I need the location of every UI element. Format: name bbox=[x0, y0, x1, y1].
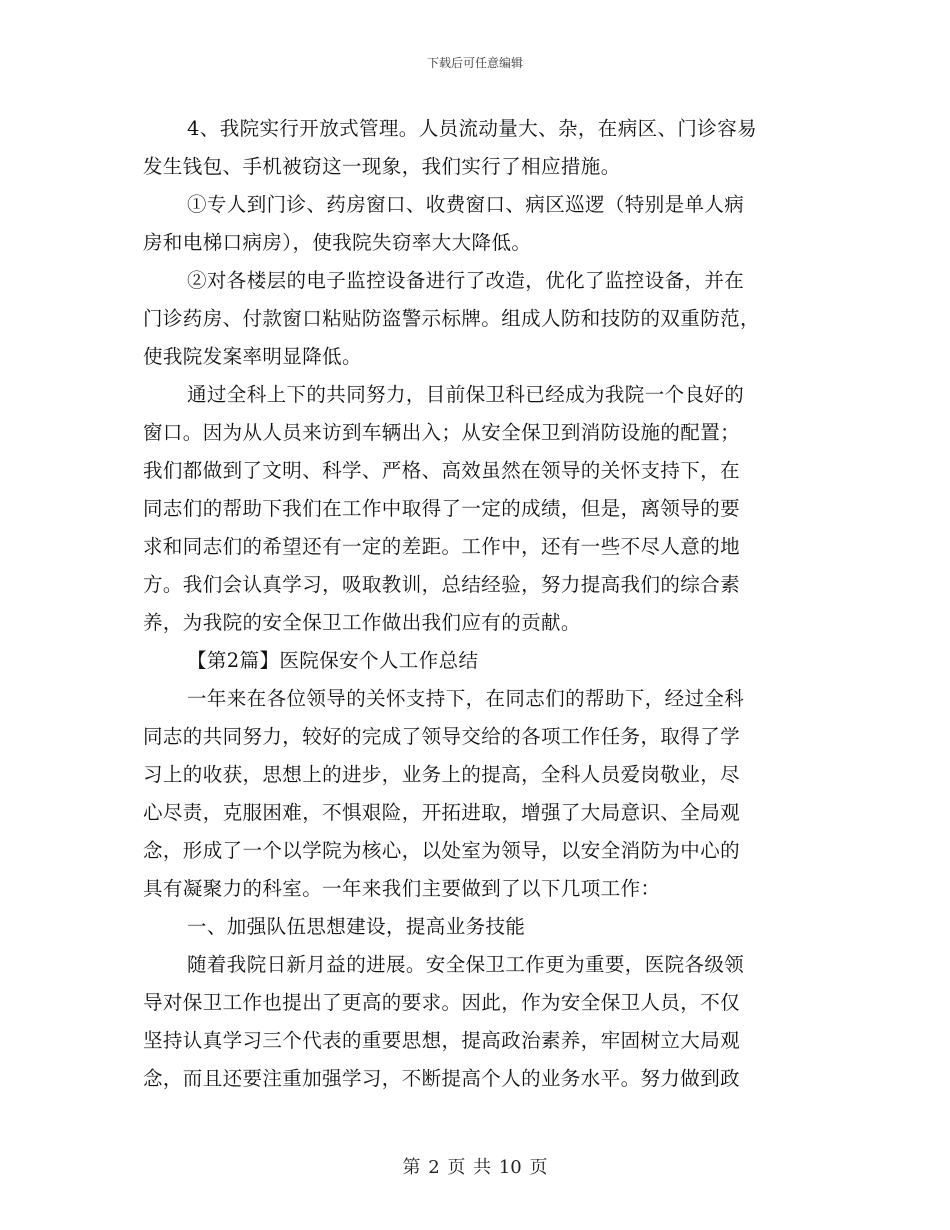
text-line: 养，为我院的安全保卫工作做出我们应有的贡献。 bbox=[143, 611, 581, 634]
text-line: 【第2篇】医院保安个人工作总结 bbox=[187, 649, 479, 672]
text-line: 心尽责，克服困难，不惧艰险，开拓进取，增强了大局意识、全局观 bbox=[143, 801, 741, 824]
text-line: 一、加强队伍思想建设，提高业务技能 bbox=[187, 915, 526, 938]
text-line: 坚持认真学习三个代表的重要思想，提高政治素养，牢固树立大局观 bbox=[143, 1029, 741, 1052]
text-line: 同志的共同努力，较好的完成了领导交给的各项工作任务，取得了学 bbox=[143, 725, 741, 748]
text-line: 发生钱包、手机被窃这一现象，我们实行了相应措施。 bbox=[143, 155, 621, 178]
text-line: 求和同志们的希望还有一定的差距。工作中，还有一些不尽人意的地 bbox=[143, 535, 741, 558]
document-body bbox=[143, 110, 807, 1098]
text-line: 门诊药房、付款窗口粘贴防盗警示标牌。组成人防和技防的双重防范， bbox=[143, 307, 760, 330]
page-header: 下载后可任意编辑 bbox=[426, 56, 523, 70]
text-line: 具有凝聚力的科室。一年来我们主要做到了以下几项工作： bbox=[143, 877, 661, 900]
text-line: 使我院发案率明显降低。 bbox=[143, 345, 362, 368]
text-line: 同志们的帮助下我们在工作中取得了一定的成绩，但是，离领导的要 bbox=[143, 497, 741, 520]
text-line: 通过全科上下的共同努力，目前保卫科已经成为我院一个良好的 bbox=[187, 383, 745, 406]
text-line: 房和电梯口病房），使我院失窃率大大降低。 bbox=[143, 231, 532, 254]
text-line: 一年来在各位领导的关怀支持下，在同志们的帮助下，经过全科 bbox=[187, 687, 745, 710]
text-line: 4、我院实行开放式管理。人员流动量大、杂，在病区、门诊容易 bbox=[187, 117, 758, 140]
text-line: 习上的收获，思想上的进步，业务上的提高，全科人员爱岗敬业，尽 bbox=[143, 763, 741, 786]
text-line: ①专人到门诊、药房窗口、收费窗口、病区巡逻（特别是单人病 bbox=[187, 193, 745, 216]
page-footer: 第 2 页 共 10 页 bbox=[402, 1157, 548, 1178]
text-line: 方。我们会认真学习，吸取教训，总结经验，努力提高我们的综合素 bbox=[143, 573, 741, 596]
text-line: 念，而且还要注重加强学习，不断提高个人的业务水平。努力做到政 bbox=[143, 1067, 741, 1090]
text-line: 随着我院日新月益的进展。安全保卫工作更为重要，医院各级领 bbox=[187, 953, 745, 976]
text-line: 念，形成了一个以学院为核心，以处室为领导，以安全消防为中心的 bbox=[143, 839, 741, 862]
text-line: 窗口。因为从人员来访到车辆出入；从安全保卫到消防设施的配置； bbox=[143, 421, 741, 444]
text-line: ②对各楼层的电子监控设备进行了改造，优化了监控设备，并在 bbox=[187, 269, 745, 292]
text-line: 我们都做到了文明、科学、严格、高效虽然在领导的关怀支持下，在 bbox=[143, 459, 741, 482]
text-line: 导对保卫工作也提出了更高的要求。因此，作为安全保卫人员，不仅 bbox=[143, 991, 741, 1014]
